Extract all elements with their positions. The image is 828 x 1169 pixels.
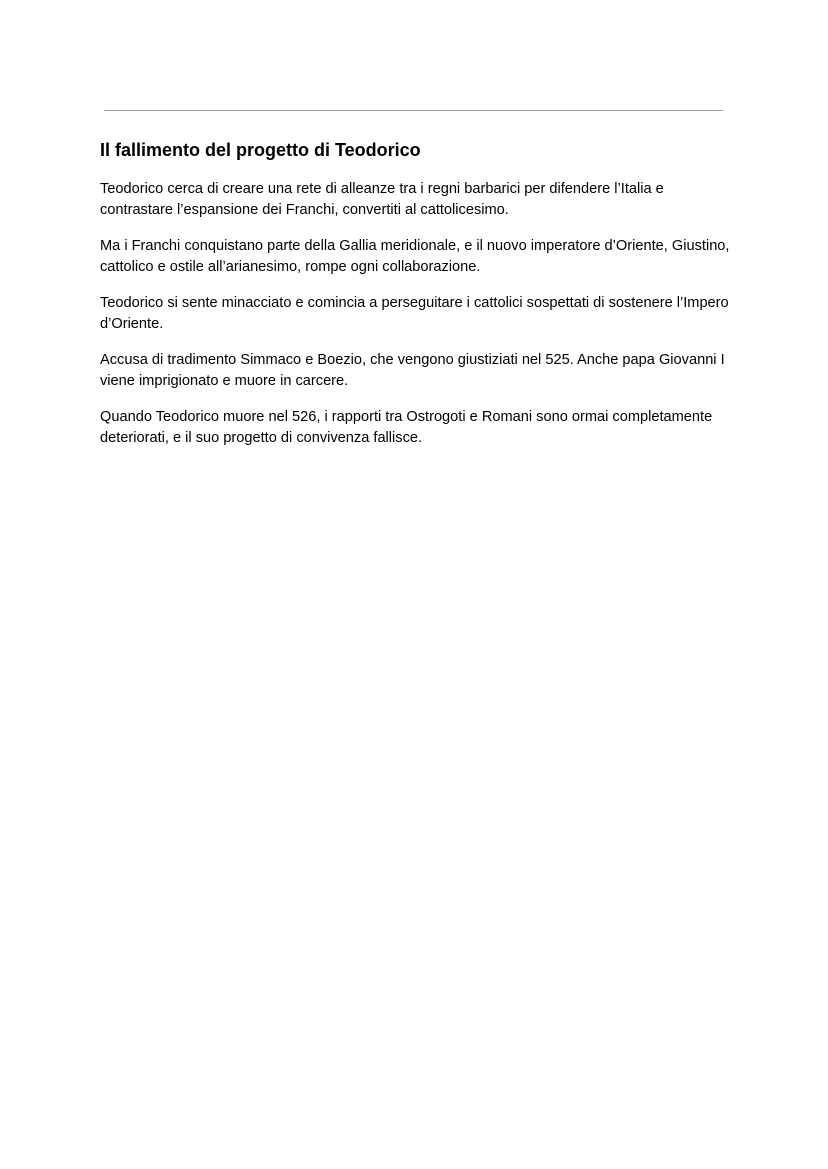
document-body (100, 137, 730, 464)
horizontal-divider (104, 110, 723, 111)
paragraph-2: Ma i Franchi conquistano parte della Gallia meridionale, e il nuovo imperatore d’Oriente, Giustino, cattolico e ostile all’arianesimo, rompe ogni collaborazione. (100, 238, 730, 275)
paragraph-3: Teodorico si sente minacciato e comincia a perseguitare i cattolici sospettati di sostenere l’Impero d’Oriente. (100, 295, 729, 332)
document-title: Il fallimento del progetto di Teodorico (100, 140, 421, 160)
paragraph-5: Quando Teodorico muore nel 526, i rapporti tra Ostrogoti e Romani sono ormai completamente deteriorati, e il suo progetto di convivenza fallisce. (100, 409, 713, 446)
paragraph-4: Accusa di tradimento Simmaco e Boezio, che vengono giustiziati nel 525. Anche papa Giovanni I viene imprigionato e muore in carcere. (100, 352, 725, 389)
paragraph-1: Teodorico cerca di creare una rete di alleanze tra i regni barbarici per difendere l’Italia e contrastare l’espansione dei Franchi, convertiti al cattolicesimo. (100, 181, 664, 218)
